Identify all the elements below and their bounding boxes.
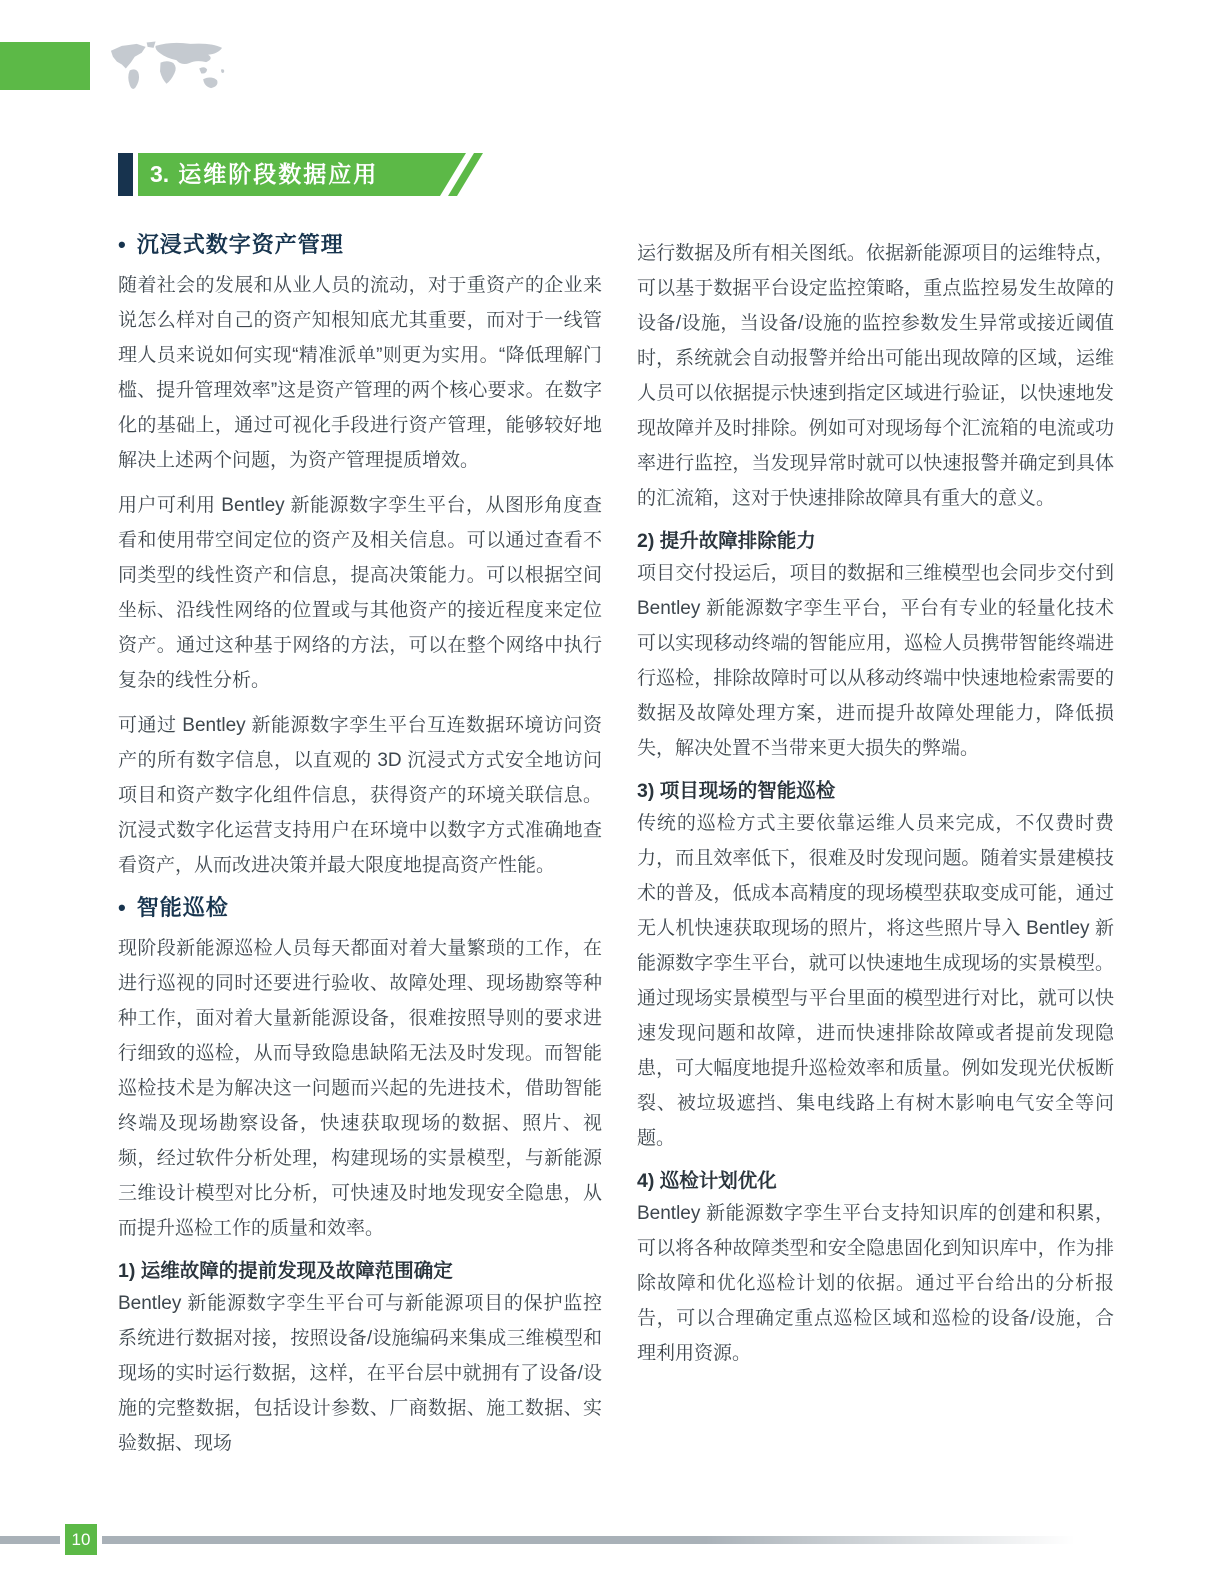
section-heading-immersive-asset-management (118, 230, 602, 260)
paragraph: 运行数据及所有相关图纸。依据新能源项目的运维特点，可以基于数据平台设定监控策略，重点监控易发生故障的设备/设施，当设备/设施的监控参数发生异常或接近阈值时，系统就会自动报警并给出可能出现故障的区域，运维人员可以依据提示快速到指定区域进行验证，以快速地发现故障并及时排除。例如可对现场每个汇流箱的电流或功率进行监控，当发现异常时就可以快速报警并确定到具体的汇流箱，这对于快速排除故障具有重大的意义。 (637, 243, 1114, 509)
section-heading-smart-inspection (118, 893, 602, 923)
bullet-icon: • (118, 232, 127, 257)
footer-divider-left (0, 1536, 60, 1544)
paragraph: 现阶段新能源巡检人员每天都面对着大量繁琐的工作，在进行巡视的同时还要进行验收、故障处理、现场勘察等种种工作，面对着大量新能源设备，很难按照导则的要求进行细致的巡检，从而导致隐患缺陷无法及时发现。而智能巡检技术是为解决这一问题而兴起的先进技术，借助智能终端及现场勘察设备，快速获取现场的数据、照片、视频，经过软件分析处理，构建现场的实景模型，与新能源三维设计模型对比分析，可快速及时地发现安全隐患，从而提升巡检工作的质量和效率。 (118, 938, 602, 1239)
page-number-badge (65, 1524, 97, 1555)
subsection-heading-3: 3) 项目现场的智能巡检 (637, 780, 836, 802)
paragraph: Bentley 新能源数字孪生平台支持知识库的创建和积累，可以将各种故障类型和安全隐患固化到知识库中，作为排除故障和优化巡检计划的依据。通过平台给出的分析报告，可以合理确定重点巡检区域和巡检的设备/设施，合理利用资源。 (637, 1203, 1114, 1364)
world-map-icon (102, 40, 226, 94)
paragraph: 随着社会的发展和从业人员的流动，对于重资产的企业来说怎么样对自己的资产知根知底尤其重要，而对于一线管理人员来说如何实现“精准派单”则更为实用。“降低理解门槛、提升管理效率”这是资产管理的两个核心要求。在数字化的基础上，通过可视化手段进行资产管理，能够较好地解决上述两个问题，为资产管理提质增效。 (118, 275, 602, 471)
section-heading-label: 沉浸式数字资产管理 (136, 232, 344, 257)
column-left (118, 230, 602, 1471)
page-number: 10 (71, 1530, 91, 1549)
paragraph: 传统的巡检方式主要依靠运维人员来完成，不仅费时费力，而且效率低下，很难及时发现问题。随着实景建模技术的普及，低成本高精度的现场模型获取变成可能，通过无人机快速获取现场的照片，将这些照片导入 Bentley 新能源数字孪生平台，就可以快速地生成现场的实景模型。通过现场实景模型与平台里面的模型进行对比，就可以快速发现问题和故障，进而快速排除故障或者提前发现隐患，可大幅度地提升巡检效率和质量。例如发现光伏板断裂、被垃圾遮挡、集电线路上有树木影响电气安全等问题。 (637, 813, 1114, 1149)
banner-heading (150, 153, 378, 196)
subsection-heading-1: 1) 运维故障的提前发现及故障范围确定 (118, 1260, 453, 1282)
banner-title: 运维阶段数据应用 (178, 161, 379, 187)
header-green-block (0, 42, 90, 90)
column-right (637, 236, 1114, 1381)
section-banner (118, 153, 488, 196)
subsection-heading-4: 4) 巡检计划优化 (637, 1170, 777, 1192)
paragraph: 用户可利用 Bentley 新能源数字孪生平台，从图形角度查看和使用带空间定位的资产及相关信息。可以通过查看不同类型的线性资产和信息，提高决策能力。可以根据空间坐标、沿线性网络的位置或与其他资产的接近程度来定位资产。通过这种基于网络的方法，可以在整个网络中执行复杂的线性分析。 (118, 495, 602, 691)
footer-divider-right (102, 1536, 1075, 1544)
banner-number: 3. (150, 161, 170, 187)
bullet-icon: • (118, 895, 127, 920)
banner-accent-bar (118, 153, 133, 196)
section-heading-label: 智能巡检 (136, 895, 229, 920)
subsection-heading-2: 2) 提升故障排除能力 (637, 530, 816, 552)
paragraph: 可通过 Bentley 新能源数字孪生平台互连数据环境访问资产的所有数字信息，以直观的 3D 沉浸式方式安全地访问项目和资产数字化组件信息，获得资产的环境关联信息。沉浸式数字化运营支持用户在环境中以数字方式准确地查看资产，从而改进决策并最大限度地提高资产性能。 (118, 715, 602, 876)
paragraph: 项目交付投运后，项目的数据和三维模型也会同步交付到 Bentley 新能源数字孪生平台，平台有专业的轻量化技术可以实现移动终端的智能应用，巡检人员携带智能终端进行巡检，排除故障时可以从移动终端中快速地检索需要的数据及故障处理方案，进而提升故障处理能力，降低损失，解决处置不当带来更大损失的弊端。 (637, 563, 1114, 759)
paragraph: Bentley 新能源数字孪生平台可与新能源项目的保护监控系统进行数据对接，按照设备/设施编码来集成三维模型和现场的实时运行数据，这样，在平台层中就拥有了设备/设施的完整数据，包括设计参数、厂商数据、施工数据、实验数据、现场 (118, 1293, 602, 1454)
